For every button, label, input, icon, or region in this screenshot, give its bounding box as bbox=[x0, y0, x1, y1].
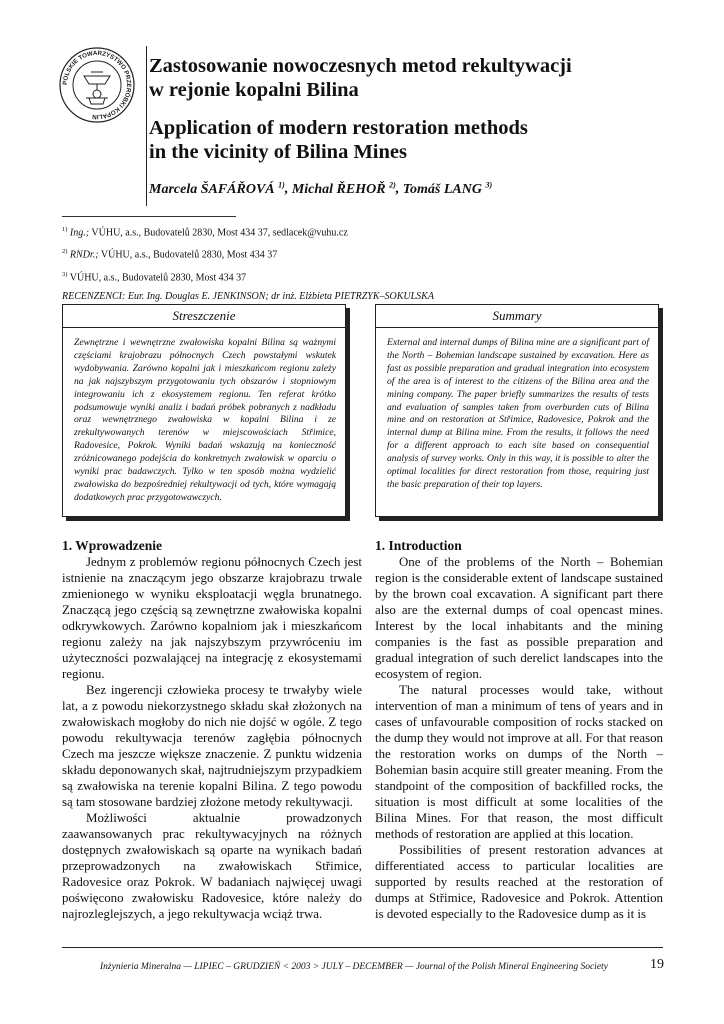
paragraph-en-3: Possibilities of present restoration advances at differentiated access to particular localities are supported by results reached at the restoration of dumps at Střimice, Radovesice and Pokrok. Attention is devoted especially to the Radovesice dump as it is bbox=[375, 843, 663, 921]
page-number: 19 bbox=[650, 957, 664, 972]
abstract-pl-box bbox=[62, 304, 346, 517]
paragraph-en-2: The natural processes would take, without intervention of man a minimum of tens of years and in cases of unfavourable composition of rocks stacked on the dump they would not improve at all. For that reason the restoration works on dumps of the North – Bohemian basin acquire still greater meaning. From the standpoint of the composition of backfilled rocks, the situation is most difficult at some localities of the Bilina Mines. For that reason, the most difficult methods of restoration are applied at this location. bbox=[375, 683, 663, 841]
author-1: Marcela ŠAFÁŘOVÁ $^{1)}$ bbox=[149, 180, 285, 197]
abstract-pl-heading: Streszczenie bbox=[63, 305, 345, 328]
paragraph-pl-1: Jednym z problemów regionu północnych Czech jest istnienie na znaczącym jego obszarze krajobrazu trwale zmienionego w wyniku eksploatacji węgla brunatnego. Znaczącą jego częścią są zewnętrzne zwałowiska kopalni odkrywkowych. Zarówno kopalniom jak i mieszkańcom regionu zależy na jak najszybszym przywróceniu im użyteczności pozwalającej na integrację z ekosystemami regionu. bbox=[62, 555, 362, 681]
authors: Marcela ŠAFÁŘOVÁ $^{1)}$, Michal ŘEHOŘ $^{2)}$, Tomáš LANG $^{3)}$ bbox=[149, 180, 493, 197]
logo-ring-text: POLSKIE TOWARZYSTWO PRZERÓBKI KOPALIN bbox=[61, 49, 133, 121]
title-block bbox=[149, 54, 689, 198]
footnote-rule bbox=[62, 216, 236, 217]
abstract-en-heading: Summary bbox=[376, 305, 658, 328]
logo-emblem bbox=[84, 72, 110, 104]
abstract-en-box bbox=[375, 304, 659, 517]
section-heading-pl: 1. Wprowadzenie bbox=[62, 538, 163, 553]
author-3: Tomáš LANG $^{3)}$ bbox=[402, 180, 493, 197]
title-pl: Zastosowanie nowoczesnych metod rekultywacji w rejonie kopalni Bilina bbox=[149, 55, 572, 101]
society-logo bbox=[58, 46, 136, 124]
column-en bbox=[375, 537, 663, 922]
paragraph-pl-3: Możliwości aktualnie prowadzonych zaawansowanych prac rekultywacyjnych na różnych dostępnych zwałowiskach są oparte na wynikach badań przeprowadzonych na zwałowiskach Střimice, Radovesice oraz Pokrok. W badaniach najwięcej uwagi poświęcono zwałowisku Radovesice, które należy do najrozleglejszych, a jego rekultywacja wciąż trwa. bbox=[62, 811, 362, 921]
paragraph-en-1: One of the problems of the North – Bohemian region is the considerable extent of landscape sustained by the brown coal excavation. A significant part there also are the external dumps of coal opencast mines. Interest by the local inhabitants and the mining companies is the fast as possible preparation and gradual integration of such derelict landscapes into the ecosystem of region. bbox=[375, 555, 663, 681]
section-heading-en: 1. Introduction bbox=[375, 538, 462, 553]
footer-rule bbox=[62, 947, 663, 948]
author-2: Michal ŘEHOŘ $^{2)}$ bbox=[291, 180, 396, 197]
reviewers: RECENZENCI: Eur. Ing. Douglas E. JENKINSON; dr inż. Elżbieta PIETRZYK–SOKULSKA bbox=[62, 290, 434, 302]
title-en: Application of modern restoration methods in the vicinity of Bilina Mines bbox=[149, 117, 528, 163]
abstract-pl-text: Zewnętrzne i wewnętrzne zwałowiska kopalni Bilina są ważnymi częściami krajobrazu północnych Czech powstałymi wskutek wydobywania. Zarówno kopalni jak i mieszkańcom regionu zależy na jak najszybszym przygotowaniu tych obszarów i stopniowym integrowaniu ich z ekosystemem regionu. Ten referat krótko podsumowuje wyniki analiz i badań próbek pobranych z nadkładu oraz wewnętrznego zwałowiska w kopalni Bilina i ze zrekultywowanych terenów w miejscowościach Střimice, Radovesice, Pokrok. Wyniki badań wskazują na konieczność zróżnicowanego podejścia do konkretnych zwałowisk w oparciu o wyniki prac badawczych. Tylko w ten sposób można wydzielić zwałowiska do bezpośredniej rekultywacji od tych, które wymagają dodatkowych prac przygotowawczych. bbox=[74, 337, 336, 503]
column-pl bbox=[62, 537, 362, 922]
affiliation-3: $^{3)}$ VÚHU, a.s., Budovatelů 2830, Most 434 37 bbox=[62, 270, 247, 283]
title-divider bbox=[146, 46, 147, 206]
journal-footer: Inżynieria Mineralna — LIPIEC – GRUDZIEŃ < 2003 > JULY – DECEMBER — Journal of the Polish Mineral Engineering Society bbox=[100, 962, 608, 972]
paragraph-pl-2: Bez ingerencji człowieka procesy te trwałyby wiele lat, a z powodu niekorzystnego składu skał złożonych na zwałowiskach mogłoby do nich nie dojść w ogóle. Z tego powodu rekultywacja terenów zagłębia północnych Czech ma jeszcze większe znaczenie. Z punktu widzenia składu deponowanych skał, najtrudniejszym przypadkiem są zwałowiska na terenie kopalni Bilina. Z tego powodu są tam stosowane bardziej złożone metody rekultywacji. bbox=[62, 683, 362, 809]
affiliations bbox=[62, 220, 662, 306]
affiliation-2: $^{2)}$ RNDr.; VÚHU, a.s., Budovatelů 2830, Most 434 37 bbox=[62, 248, 278, 261]
affiliation-1: $^{1)}$ Ing.; VÚHU, a.s., Budovatelů 2830, Most 434 37, sedlacek@vuhu.cz bbox=[62, 226, 348, 239]
abstract-en-text: External and internal dumps of Bilina mine are a significant part of the North – Bohemian landscape sustained by excavation. Here as fast as possible preparation and gradual integration into ecosystem of the area is of interest to the citizens of the Bilina area and the mining company. The paper briefly summarizes the results of tests and evaluation of samples taken from overburden cuts of Bilina mine and on restoration at Střimice, Radovesice, Pokrok and the internal dump at Bilina mine. From the results, it follows the need for a different approach to each site based on consequential analysis of survey works. Only in this way, it is possible to alter the optimal localities for direct restoration from those, requiring just the basic preparation of their top layers. bbox=[387, 337, 649, 490]
